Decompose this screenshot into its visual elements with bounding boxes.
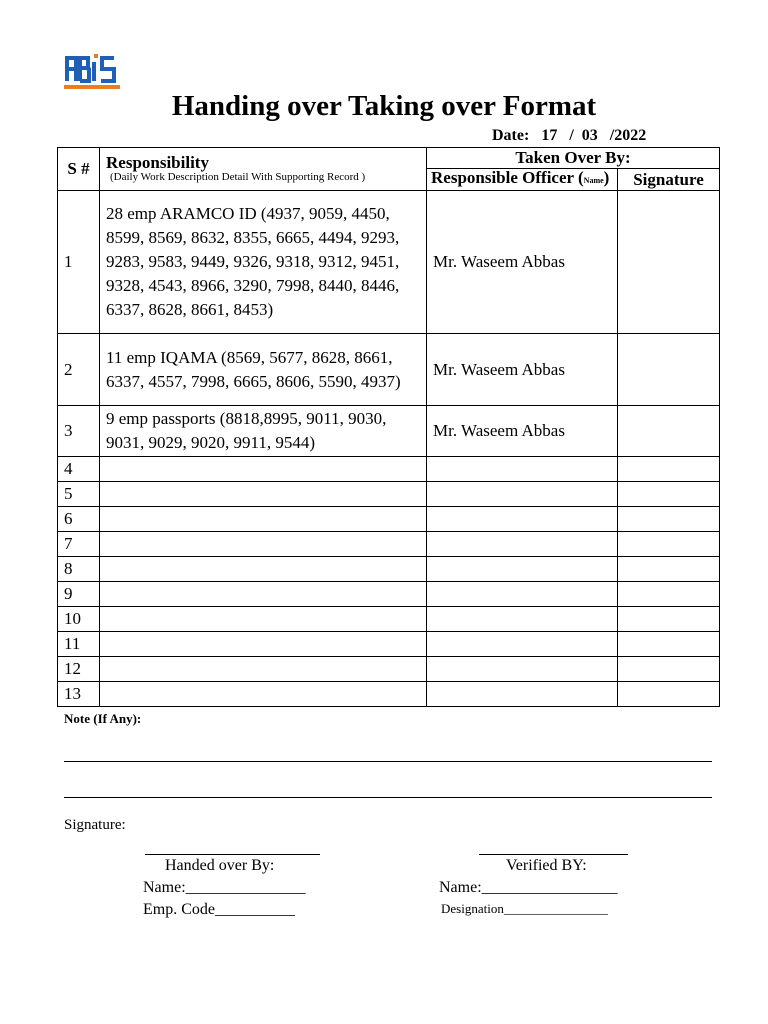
row-responsibility[interactable]: [100, 557, 427, 582]
row-serial: 9: [58, 582, 100, 607]
row-serial: 12: [58, 657, 100, 682]
row-officer-name[interactable]: [427, 682, 618, 707]
header-officer-name: Name: [583, 176, 604, 185]
row-signature[interactable]: [618, 334, 720, 406]
verified-signature-line[interactable]: [479, 854, 628, 855]
header-officer-label: Responsible Officer (: [431, 168, 584, 187]
row-responsibility[interactable]: [100, 482, 427, 507]
row-officer-name[interactable]: [427, 582, 618, 607]
row-responsibility[interactable]: [100, 682, 427, 707]
table-row: [58, 682, 720, 707]
handed-over-signature-line[interactable]: [145, 854, 320, 855]
note-line-1[interactable]: [64, 761, 712, 762]
row-serial: 10: [58, 607, 100, 632]
row-responsibility[interactable]: [100, 607, 427, 632]
handed-over-emp-code[interactable]: Emp. Code__________: [143, 901, 295, 918]
row-officer-name[interactable]: [427, 657, 618, 682]
row-serial: 2: [58, 334, 100, 406]
table-row: [58, 406, 720, 457]
row-responsibility[interactable]: 28 emp ARAMCO ID (4937, 9059, 4450, 8599, 8569, 8632, 8355, 6665, 4494, 9293, 9283, 9583, 9449, 9326, 9318, 9312, 9451, 9328, 4543, 8966, 3290, 7998, 8440, 8446, 6337, 8628, 8661, 8453): [100, 191, 427, 334]
row-serial: 8: [58, 557, 100, 582]
note-label: Note (If Any):: [64, 711, 142, 726]
table-row: [58, 607, 720, 632]
date-day: 17: [541, 127, 558, 144]
row-signature[interactable]: [618, 482, 720, 507]
row-responsibility[interactable]: [100, 457, 427, 482]
row-officer-name[interactable]: [427, 507, 618, 532]
row-responsibility[interactable]: [100, 657, 427, 682]
row-officer-name[interactable]: Mr. Waseem Abbas: [427, 334, 618, 406]
header-responsibility-label: Responsibility: [106, 152, 209, 172]
header-officer-close: ): [603, 168, 610, 187]
row-responsibility[interactable]: 11 emp IQAMA (8569, 5677, 8628, 8661, 6337, 4557, 7998, 6665, 8606, 5590, 4937): [100, 334, 427, 406]
header-row-1: [58, 148, 720, 169]
row-serial: 3: [58, 406, 100, 457]
row-signature[interactable]: [618, 457, 720, 482]
header-signature: Signature: [618, 169, 720, 191]
page-title: Handing over Taking over Format: [171, 90, 597, 122]
date-month: 03: [581, 127, 598, 144]
row-serial: 13: [58, 682, 100, 707]
row-serial: 1: [58, 191, 100, 334]
header-responsibility: [100, 148, 427, 191]
handover-table: [57, 147, 720, 707]
row-serial: 6: [58, 507, 100, 532]
handed-over-name[interactable]: Name:_______________: [143, 879, 306, 896]
row-officer-name[interactable]: [427, 457, 618, 482]
signature-label: Signature:: [64, 817, 126, 833]
row-signature[interactable]: [618, 607, 720, 632]
row-officer-name[interactable]: [427, 482, 618, 507]
row-officer-name[interactable]: Mr. Waseem Abbas: [427, 191, 618, 334]
handed-over-title: Handed over By:: [165, 857, 275, 874]
verified-title: Verified BY:: [506, 857, 587, 874]
row-signature[interactable]: [618, 507, 720, 532]
row-serial: 11: [58, 632, 100, 657]
verified-designation[interactable]: Designation________________: [441, 901, 608, 916]
row-signature[interactable]: [618, 682, 720, 707]
table-row: [58, 557, 720, 582]
row-signature[interactable]: [618, 557, 720, 582]
header-responsibility-sub: (Daily Work Description Detail With Supporting Record ): [110, 170, 366, 183]
table-row: [58, 532, 720, 557]
abis-logo: [64, 48, 120, 90]
table-row: [58, 507, 720, 532]
row-officer-name[interactable]: [427, 632, 618, 657]
date-year: /2022: [609, 127, 647, 144]
row-signature[interactable]: [618, 191, 720, 334]
row-officer-name[interactable]: [427, 557, 618, 582]
row-signature[interactable]: [618, 657, 720, 682]
note-line-2[interactable]: [64, 797, 712, 798]
row-officer-name[interactable]: Mr. Waseem Abbas: [427, 406, 618, 457]
row-serial: 5: [58, 482, 100, 507]
table-row: [58, 191, 720, 334]
row-serial: 4: [58, 457, 100, 482]
date-label: Date:: [492, 127, 530, 144]
row-responsibility[interactable]: [100, 632, 427, 657]
row-responsibility[interactable]: 9 emp passports (8818,8995, 9011, 9030, 9031, 9029, 9020, 9911, 9544): [100, 406, 427, 457]
verified-name[interactable]: Name:_________________: [439, 879, 618, 896]
row-signature[interactable]: [618, 632, 720, 657]
table-row: [58, 482, 720, 507]
header-sno: S #: [58, 148, 100, 191]
row-signature[interactable]: [618, 582, 720, 607]
row-officer-name[interactable]: [427, 532, 618, 557]
row-signature[interactable]: [618, 532, 720, 557]
row-officer-name[interactable]: [427, 607, 618, 632]
row-responsibility[interactable]: [100, 582, 427, 607]
table-row: [58, 657, 720, 682]
logo-letters: [67, 58, 114, 81]
row-signature[interactable]: [618, 406, 720, 457]
date-line: Date: 17 / 03 /2022: [492, 127, 647, 144]
row-responsibility[interactable]: [100, 507, 427, 532]
header-officer: [427, 169, 618, 191]
row-serial: 7: [58, 532, 100, 557]
table-row: [58, 334, 720, 406]
table-row: [58, 632, 720, 657]
table-row: [58, 582, 720, 607]
header-taken-over: Taken Over By:: [427, 148, 720, 169]
table-row: [58, 457, 720, 482]
row-responsibility[interactable]: [100, 532, 427, 557]
